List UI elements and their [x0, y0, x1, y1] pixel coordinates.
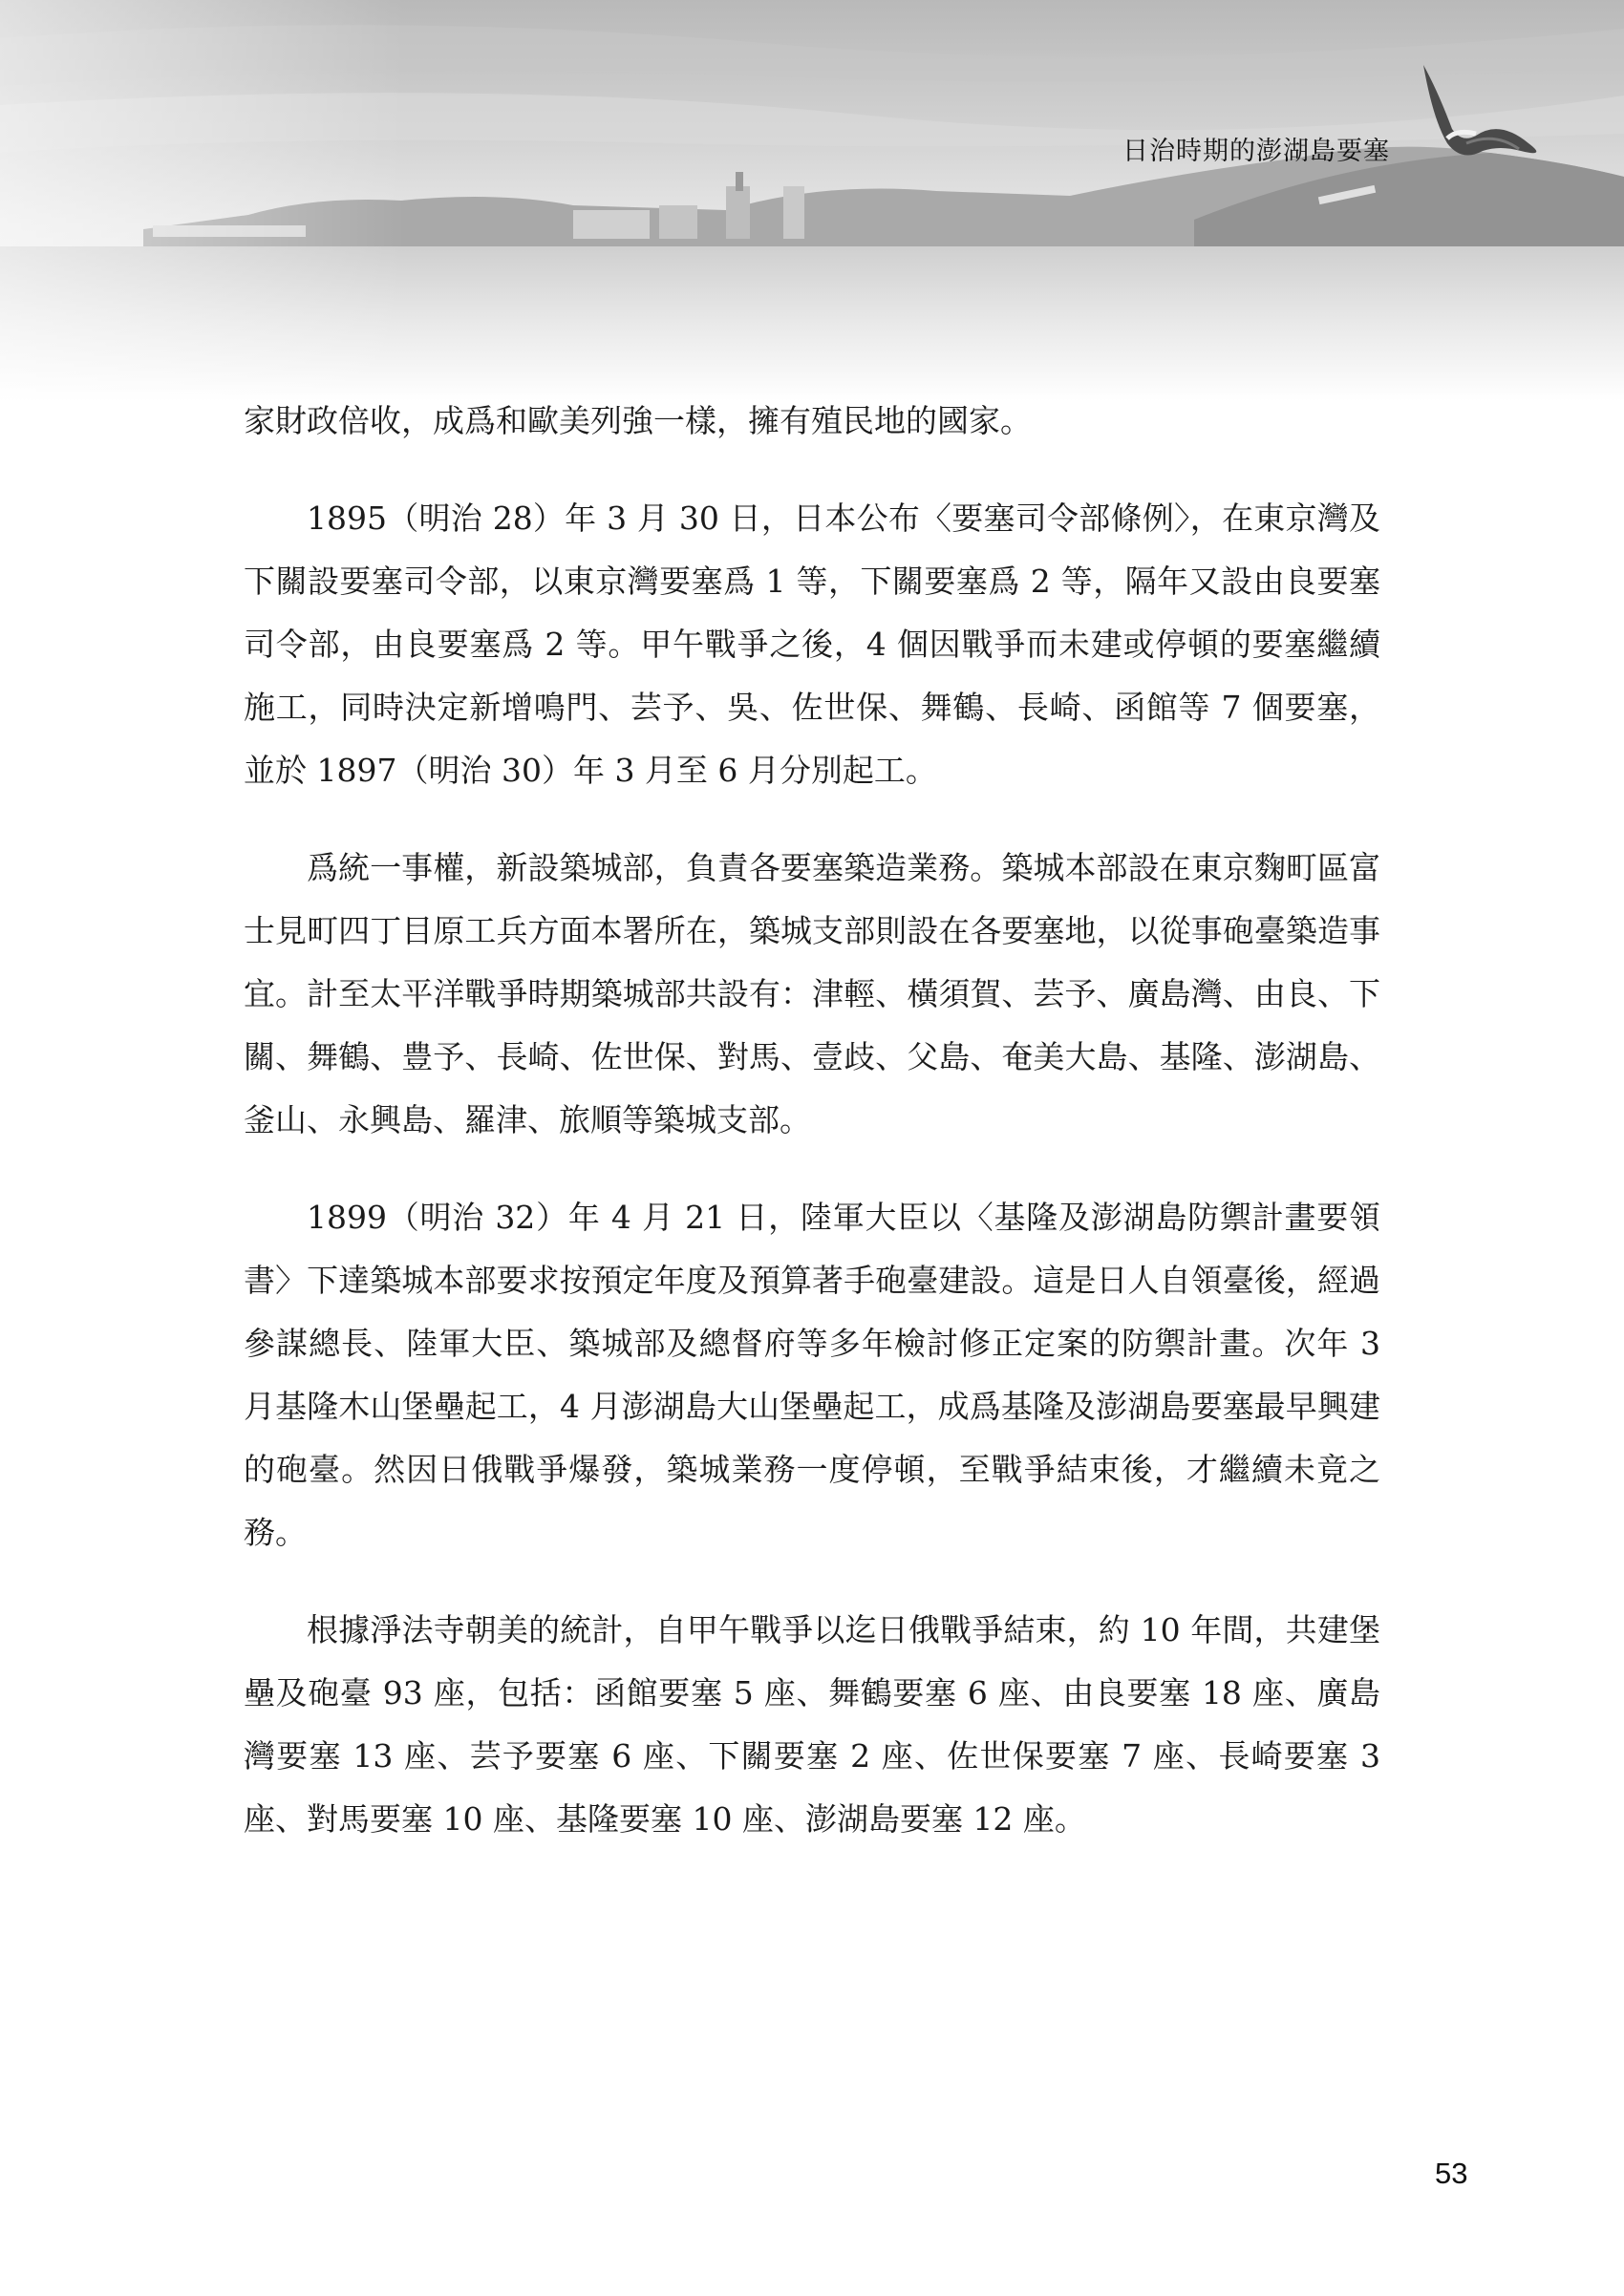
paragraph: 家財政倍收，成爲和歐美列強一樣，擁有殖民地的國家。 — [244, 402, 1032, 439]
paragraph: 根據淨法寺朝美的統計，自甲午戰爭以迄日俄戰爭結束，約 10 年間，共建堡壘及砲臺 93 座，包括：函館要塞 5 座、舞鶴要塞 6 座、由良要塞 18 座、廣島灣要塞 13 座、芸予要塞 6 座、下關要塞 2 座、佐世保要塞 7 座、長崎要塞 3 座、對馬要塞 10 座、基隆要塞 10 座、澎湖島要塞 12 座。 — [244, 1611, 1380, 1838]
page-number: 53 — [1435, 2157, 1468, 2190]
running-title: 日治時期的澎湖島要塞 — [1122, 137, 1390, 166]
paragraph: 1899（明治 32）年 4 月 21 日，陸軍大臣以〈基隆及澎湖島防禦計畫要領書〉下達築城本部要求按預定年度及預算著手砲臺建設。這是日人自領臺後，經過參謀總長、陸軍大臣、築城部及總督府等多年檢討修正定案的防禦計畫。次年 3 月基隆木山堡壘起工，4 月澎湖島大山堡壘起工，成爲基隆及澎湖島要塞最早興建的砲臺。然因日俄戰爭爆發，築城業務一度停頓，至戰爭結束後，才繼續未竟之務。 — [244, 1199, 1380, 1551]
header-banner-image — [0, 0, 1624, 401]
paragraph: 爲統一事權，新設築城部，負責各要塞築造業務。築城本部設在東京麴町區富士見町四丁目原工兵方面本署所在，築城支部則設在各要塞地，以從事砲臺築造事宜。計至太平洋戰爭時期築城部共設有：津輕、橫須賀、芸予、廣島灣、由良、下關、舞鶴、豊予、長崎、佐世保、對馬、壹歧、父島、奄美大島、基隆、澎湖島、釜山、永興島、羅津、旅順等築城支部。 — [244, 849, 1380, 1138]
paragraph: 1895（明治 28）年 3 月 30 日，日本公布〈要塞司令部條例〉，在東京灣及下關設要塞司令部，以東京灣要塞爲 1 等，下關要塞爲 2 等，隔年又設由良要塞司令部，由良要塞爲 2 等。甲午戰爭之後，4 個因戰爭而未建或停頓的要塞繼續施工，同時決定新增鳴門、芸予、吳、佐世保、舞鶴、長崎、函館等 7 個要塞，並於 1897（明治 30）年 3 月至 6 月分別起工。 — [244, 500, 1380, 789]
body-text — [244, 390, 1380, 1885]
